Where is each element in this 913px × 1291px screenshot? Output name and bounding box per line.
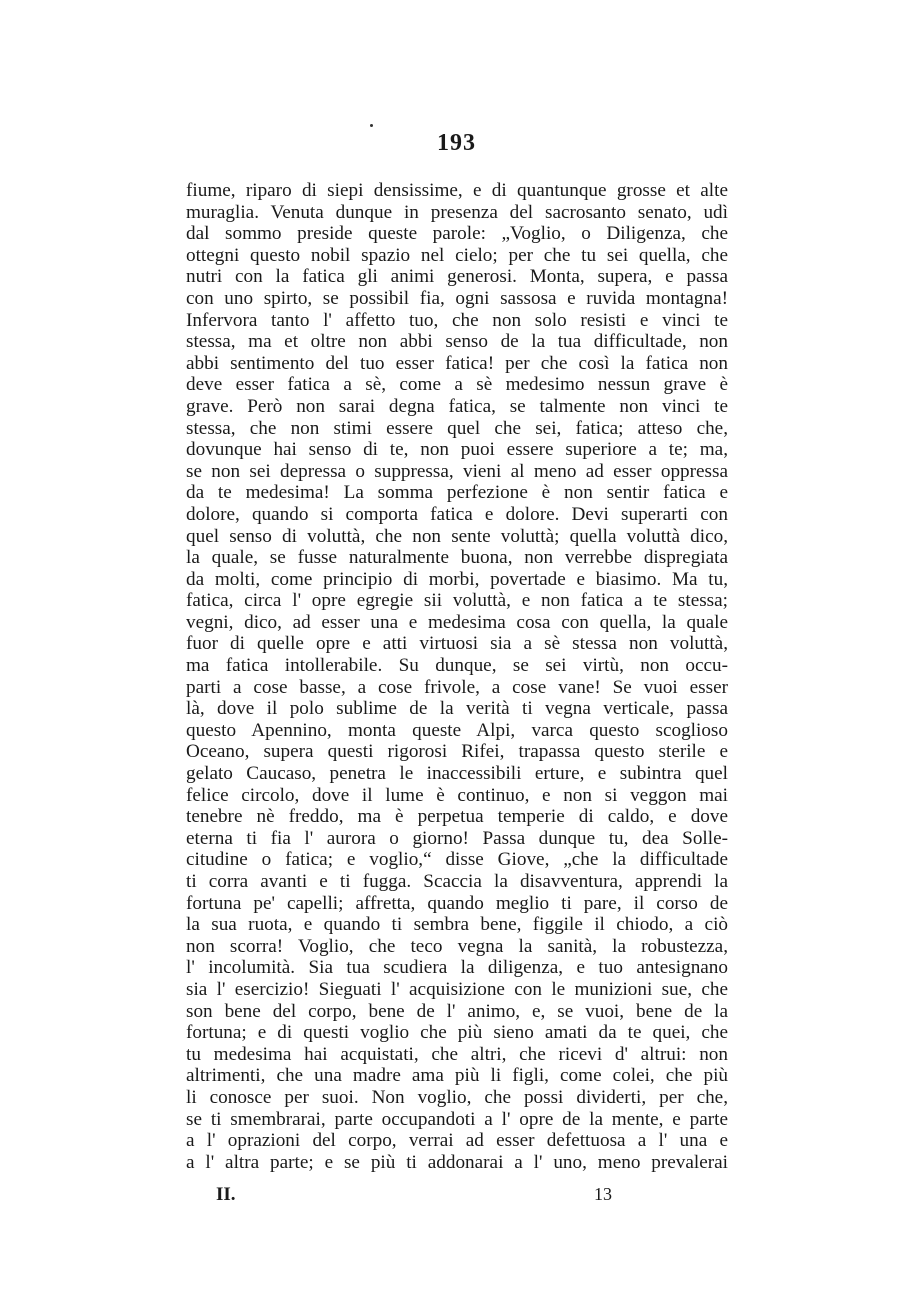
text-line: fortuna; e di questi voglio che più sieno amati da te quei, che — [186, 1022, 728, 1044]
text-line: muraglia. Venuta dunque in presenza del sacrosanto senato, udì — [186, 201, 728, 223]
text-line: con uno spirto, se possibil fia, ogni sassosa e ruvida montagna! — [186, 287, 728, 309]
text-line: vegni, dico, ad esser una e medesima cosa con quella, la quale — [186, 611, 728, 633]
text-line: ma fatica intollerabile. Su dunque, se sei virtù, non occu- — [186, 655, 728, 677]
text-line: fiume, riparo di siepi densissime, e di quantunque grosse et alte — [186, 180, 728, 201]
text-line: non scorra! Voglio, che teco vegna la sanità, la robustezza, — [186, 935, 728, 957]
ink-speck — [370, 124, 373, 127]
text-line: stessa, ma et oltre non abbi senso de la tua difficultade, non — [186, 331, 728, 353]
text-line: ti corra avanti e ti fugga. Scaccia la disavventura, apprendi la — [186, 871, 728, 892]
text-line: dovunque hai senso di te, non puoi essere superiore a te; ma, — [186, 439, 728, 461]
text-line: a l' oprazioni del corpo, verrai ad esser defettuosa a l' una e — [186, 1130, 728, 1152]
text-line: stessa, che non stimi essere quel che sei, fatica; atteso che, — [186, 417, 728, 439]
text-line: li conosce per suoi. Non voglio, che possi dividerti, per che, — [186, 1086, 728, 1108]
text-line: deve esser fatica a sè, come a sè medesimo nessun grave è — [186, 374, 728, 396]
text-line: nutri con la fatica gli animi generosi. Monta, supera, e passa — [186, 266, 728, 288]
text-line: fatica, circa l' opre egregie sii voluttà, e non fatica a te stessa; — [186, 590, 728, 612]
text-line: gelato Caucaso, penetra le inaccessibili erture, e subintra quel — [186, 763, 728, 785]
text-line: fortuna pe' capelli; affretta, quando meglio ti pare, il corso de — [186, 892, 728, 914]
text-line: da te medesima! La somma perfezione è non sentir fatica e — [186, 482, 728, 504]
page-number: 193 — [437, 130, 476, 156]
gathering-signature: 13 — [594, 1184, 612, 1204]
text-line: Infervora tanto l' affetto tuo, che non solo resisti e vinci te — [186, 309, 728, 331]
body-text — [186, 180, 728, 1173]
text-line: a l' altra parte; e se più ti addonarai a l' uno, meno prevalerai — [186, 1151, 728, 1173]
text-line: grave. Però non sarai degna fatica, se talmente non vinci te — [186, 395, 728, 417]
text-line: Oceano, supera questi rigorosi Rifei, trapassa questo sterile e — [186, 741, 728, 763]
text-line: ottegni questo nobil spazio nel cielo; per che tu sei quella, che — [186, 244, 728, 266]
text-line: tu medesima hai acquistati, che altri, che ricevi d' altrui: non — [186, 1043, 728, 1065]
volume-signature: II. — [216, 1184, 236, 1205]
text-line: tenebre nè freddo, ma è perpetua temperie di caldo, e dove — [186, 806, 728, 828]
text-line: altrimenti, che una madre ama più li figli, come colei, che più — [186, 1065, 728, 1087]
text-line: da molti, come principio di morbi, povertade e biasimo. Ma tu, — [186, 568, 728, 590]
text-line: dal sommo preside queste parole: „Voglio, o Diligenza, che — [186, 223, 728, 245]
text-line: son bene del corpo, bene de l' animo, e, se vuoi, bene de la — [186, 1000, 728, 1022]
text-line: abbi sentimento del tuo esser fatica! per che così la fatica non — [186, 352, 728, 374]
text-line: eterna ti fia l' aurora o giorno! Passa dunque tu, dea Solle- — [186, 827, 728, 849]
text-line: dolore, quando si comporta fatica e dolore. Devi superarti con — [186, 503, 728, 525]
text-line: la quale, se fusse naturalmente buona, non verrebbe dispregiata — [186, 547, 728, 569]
text-line: fuor di quelle opre e atti virtuosi sia a sè stessa non voluttà, — [186, 633, 728, 655]
text-line: quel senso di voluttà, che non sente voluttà; quella voluttà dico, — [186, 525, 728, 547]
text-line: se ti smembrarai, parte occupandoti a l' opre de la mente, e parte — [186, 1108, 728, 1130]
text-line: felice circolo, dove il lume è continuo, e non si veggon mai — [186, 784, 728, 806]
text-line: là, dove il polo sublime de la verità ti vegna verticale, passa — [186, 698, 728, 720]
text-line: la sua ruota, e quando ti sembra bene, figgile il chiodo, a ciò — [186, 914, 728, 936]
text-line: parti a cose basse, a cose frivole, a cose vane! Se vuoi esser — [186, 676, 728, 698]
text-line: se non sei depressa o suppressa, vieni al meno ad esser oppressa — [186, 460, 728, 482]
text-line: citudine o fatica; e voglio,“ disse Giove, „che la difficultade — [186, 849, 728, 871]
text-line: sia l' esercizio! Sieguati l' acquisizione con le munizioni sue, che — [186, 978, 728, 1000]
text-line: questo Apennino, monta queste Alpi, varca questo scoglioso — [186, 719, 728, 741]
text-line: l' incolumità. Sia tua scudiera la diligenza, e tuo antesignano — [186, 957, 728, 979]
